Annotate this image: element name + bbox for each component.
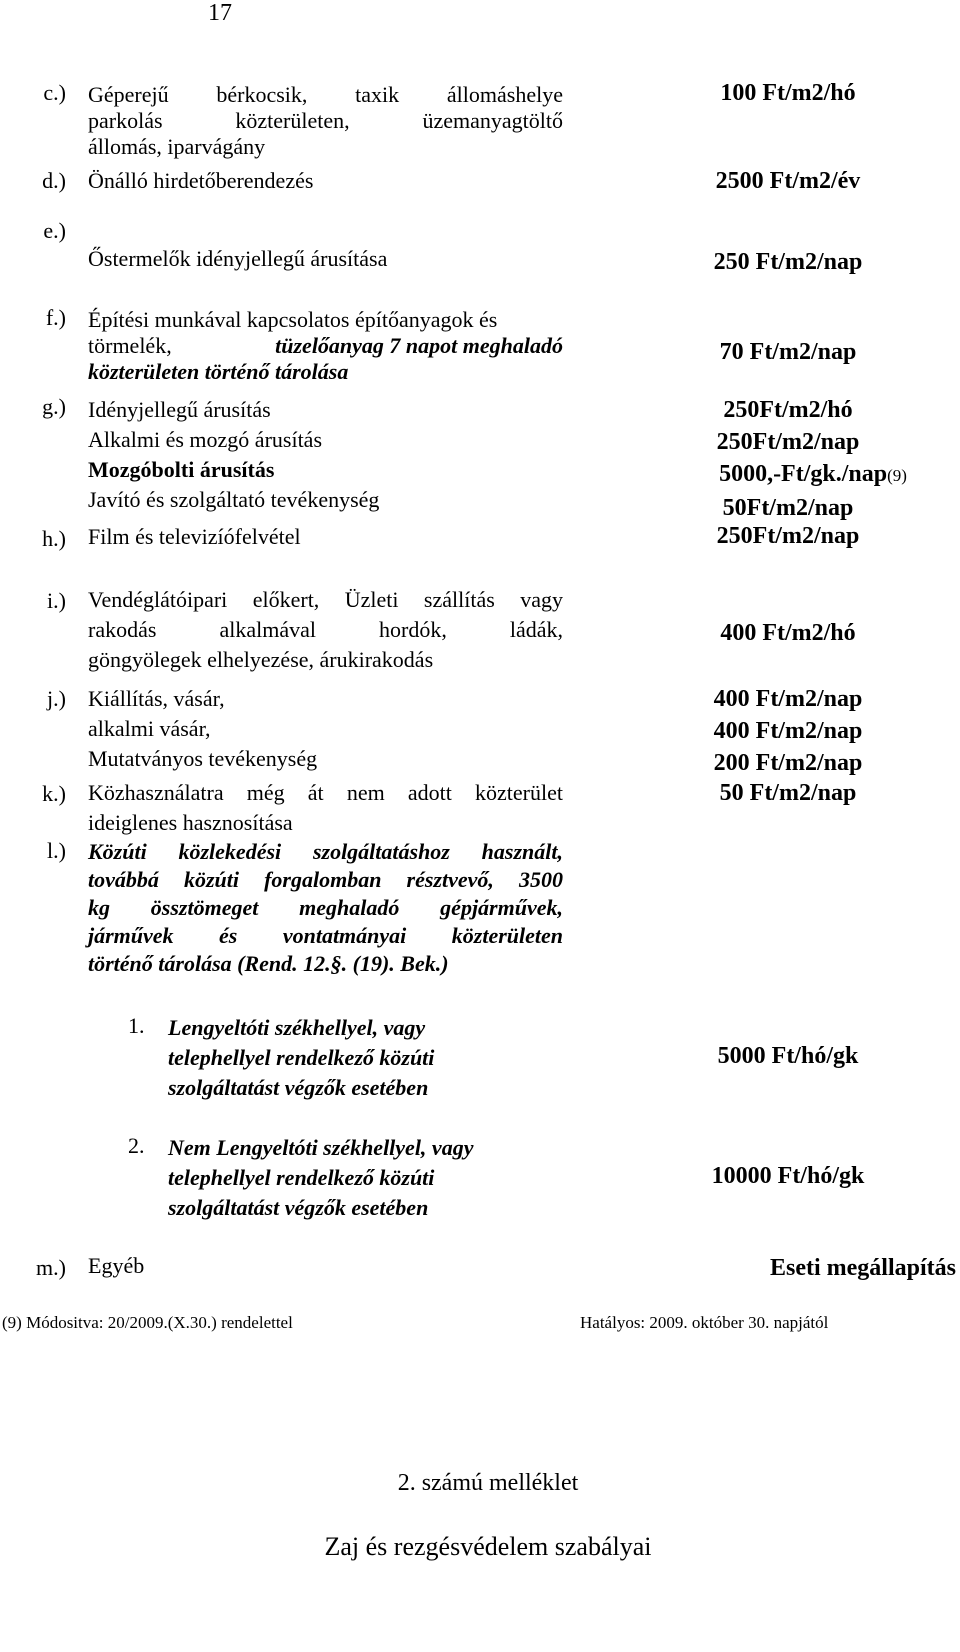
row-letter-g: g.) bbox=[42, 394, 66, 419]
row-fees-j: 400 Ft/m2/nap 400 Ft/m2/nap 200 Ft/m2/nap bbox=[713, 686, 863, 776]
row-letter-e: e.) bbox=[43, 218, 66, 243]
row-letter-f: f.) bbox=[45, 305, 66, 330]
row-letter-j: j.) bbox=[47, 686, 66, 711]
row-desc-k: Közhasználatra még át nem adott közterület ideiglenes hasznosítása bbox=[88, 780, 563, 835]
sub-item-number-2: 2. bbox=[128, 1133, 145, 1158]
row-letter-c: c.) bbox=[43, 80, 66, 105]
page-number: 17 bbox=[208, 0, 232, 26]
row-fee-c: 100 Ft/m2/hó bbox=[720, 80, 856, 106]
row-fee-d: 2500 Ft/m2/év bbox=[715, 168, 861, 194]
row-fee-e: 250 Ft/m2/nap bbox=[713, 249, 863, 275]
sub-item-number-1: 1. bbox=[128, 1013, 145, 1038]
row-fee-k: 50 Ft/m2/nap bbox=[719, 780, 857, 806]
row-fees-g: 250Ft/m2/hó 250Ft/m2/nap 5000,-Ft/gk./nap(9) 50Ft/m2/nap bbox=[716, 397, 907, 521]
row-letter-k: k.) bbox=[42, 781, 66, 806]
row-fee-i: 400 Ft/m2/hó bbox=[720, 620, 856, 646]
row-fee-f: 70 Ft/m2/nap bbox=[719, 339, 857, 365]
row-desc-i: Vendéglátóipari előkert, Üzleti szállítás vagy rakodás alkalmával hordók, ládák, göngyölegek elhelyezése, árukirakodás bbox=[88, 587, 563, 672]
annex-subtitle: Zaj és rezgésvédelem szabályai bbox=[324, 1532, 652, 1561]
footnote-left: (9) Módositva: 20/2009.(X.30.) rendelettel bbox=[2, 1313, 293, 1332]
row-letter-l: l.) bbox=[47, 838, 66, 863]
row-fee-m: Eseti megállapítás bbox=[770, 1255, 956, 1281]
row-desc-m: Egyéb bbox=[88, 1253, 145, 1278]
annex-title: 2. számú melléklet bbox=[397, 1470, 579, 1496]
row-desc-l: Közúti közlekedési szolgáltatáshoz használt, továbbá közúti forgalomban résztvevő, 3500 kg össztömeget meghaladó gépjárművek, járművek és vontatmányai közterületen történő tárolása (Rend. 12.§. (19). Bek.) bbox=[88, 839, 563, 976]
row-desc-d: Önálló hirdetőberendezés bbox=[88, 168, 314, 193]
footnote-ref-9: (9) bbox=[887, 466, 907, 485]
row-desc-e: Őstermelők idényjellegű árusítása bbox=[88, 246, 388, 271]
sub-item-fee-1: 5000 Ft/hó/gk bbox=[717, 1043, 859, 1069]
row-letter-m: m.) bbox=[36, 1255, 66, 1280]
sub-item-desc-1: Lengyeltóti székhellyel, vagy telephellyel rendelkező közúti szolgáltatást végzők esetében bbox=[168, 1015, 435, 1100]
sub-item-desc-2: Nem Lengyeltóti székhellyel, vagy telephellyel rendelkező közúti szolgáltatást végzők esetében bbox=[168, 1135, 474, 1220]
row-fee-h: 250Ft/m2/nap bbox=[716, 523, 860, 549]
row-letter-h: h.) bbox=[42, 526, 66, 551]
row-letter-d: d.) bbox=[42, 168, 66, 193]
row-desc-j: Kiállítás, vásár, alkalmi vásár, Mutatványos tevékenység bbox=[88, 686, 318, 771]
footnote-right: Hatályos: 2009. október 30. napjától bbox=[580, 1313, 829, 1332]
sub-item-fee-2: 10000 Ft/hó/gk bbox=[711, 1163, 865, 1189]
row-desc-c: Géperejű bérkocsik, taxik állomáshelye parkolás közterületen, üzemanyagtöltő állomás, iparvágány bbox=[88, 82, 563, 159]
row-desc-h: Film és televizíófelvétel bbox=[88, 524, 301, 549]
row-desc-g: Idényjellegű árusítás Alkalmi és mozgó árusítás Mozgóbolti árusítás Javító és szolgáltató tevékenység bbox=[88, 397, 380, 512]
row-letter-i: i.) bbox=[47, 588, 66, 613]
row-desc-f: Építési munkával kapcsolatos építőanyagok és törmelék, tüzelőanyag 7 napot meghaladó közterületen történő tárolása bbox=[88, 307, 563, 384]
